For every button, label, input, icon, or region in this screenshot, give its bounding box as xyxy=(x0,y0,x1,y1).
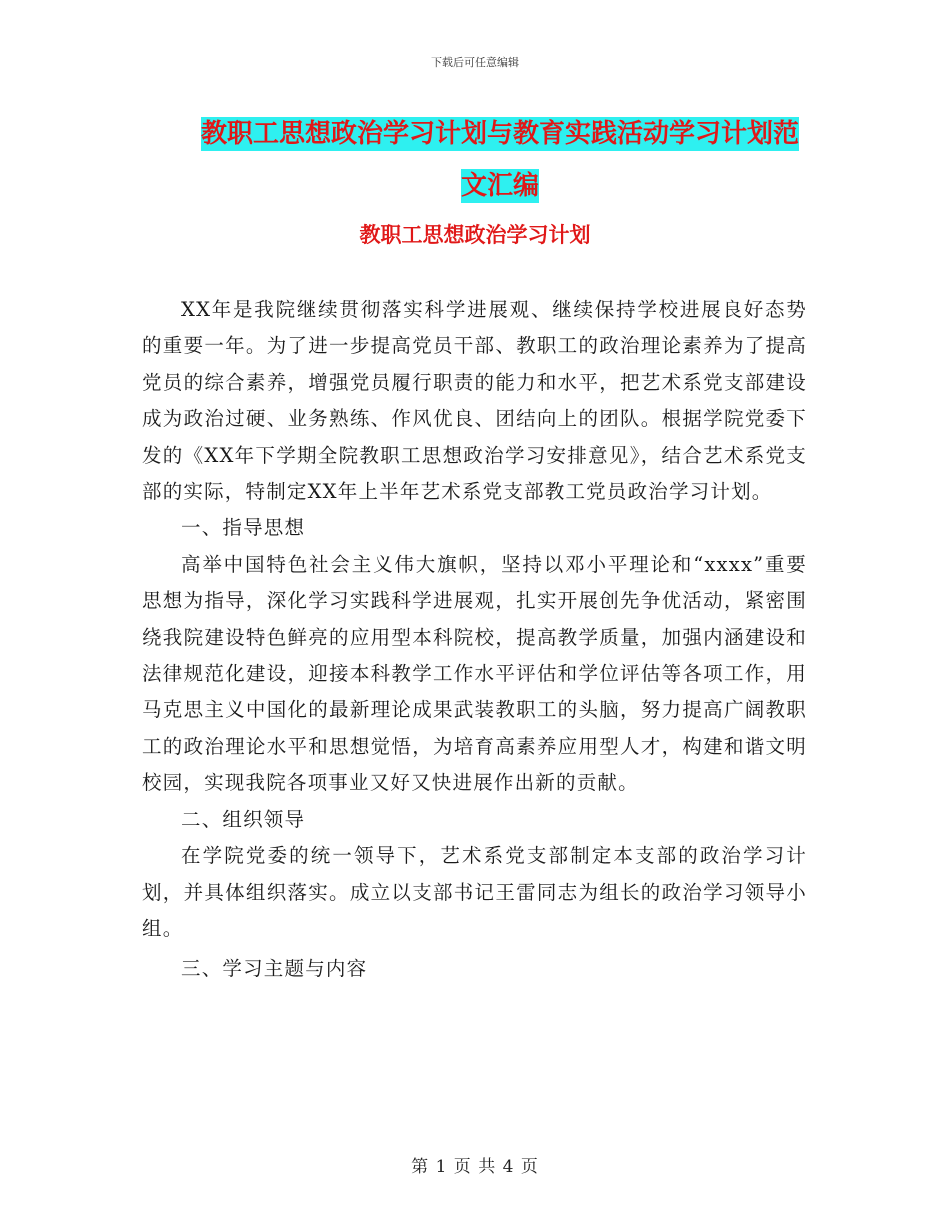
section-heading: 教职工思想政治学习计划 xyxy=(359,223,591,247)
heading-organization-leadership: 二、组织领导 xyxy=(181,807,306,831)
intro-paragraph: XX年是我院继续贯彻落实科学进展观、继续保持学校进展良好态势的重要一年。为了进一步提高党员干部、教职工的政治理论素养为了提高党员的综合素养，增强党员履行职责的能力和水平，把艺术系党支部建设成为政治过硬、业务熟练、作风优良、团结向上的团队。根据学院党委下发的《XX年下学期全院教职工思想政治学习安排意见》，结合艺术系党支部的实际，特制定XX年上半年艺术系党支部教工党员政治学习计划。 xyxy=(142,298,807,504)
guiding-ideology-paragraph: 高举中国特色社会主义伟大旗帜，坚持以邓小平理论和“xxxx”重要思想为指导，深化学习实践科学进展观，扎实开展创先争优活动，紧密围绕我院建设特色鲜亮的应用型本科院校，提高教学质量，加强内涵建设和法律规范化建设，迎接本科教学工作水平评估和学位评估等各项工作，用马克思主义中国化的最新理论成果武装教职工的头脑，努力提高广阔教职工的政治理论水平和思想觉悟，为培育高素养应用型人才，构建和谐文明校园，实现我院各项事业又好又快进展作出新的贡献。 xyxy=(142,552,807,795)
organization-leadership-paragraph: 在学院党委的统一领导下，艺术系党支部制定本支部的政治学习计划，并具体组织落实。成立以支部书记王雷同志为组长的政治学习领导小组。 xyxy=(142,844,807,940)
page-number-footer: 第 1 页 共 4 页 xyxy=(411,1157,539,1177)
document-title xyxy=(190,108,810,212)
document-title-line-1: 教职工思想政治学习计划与教育实践活动学习计划范 xyxy=(200,119,799,149)
header-note: 下载后可任意编辑 xyxy=(431,56,519,69)
document-title-line-2: 文汇编 xyxy=(460,171,539,201)
heading-guiding-ideology: 一、指导思想 xyxy=(181,516,306,540)
document-body xyxy=(142,292,807,988)
heading-study-themes: 三、学习主题与内容 xyxy=(181,957,368,981)
